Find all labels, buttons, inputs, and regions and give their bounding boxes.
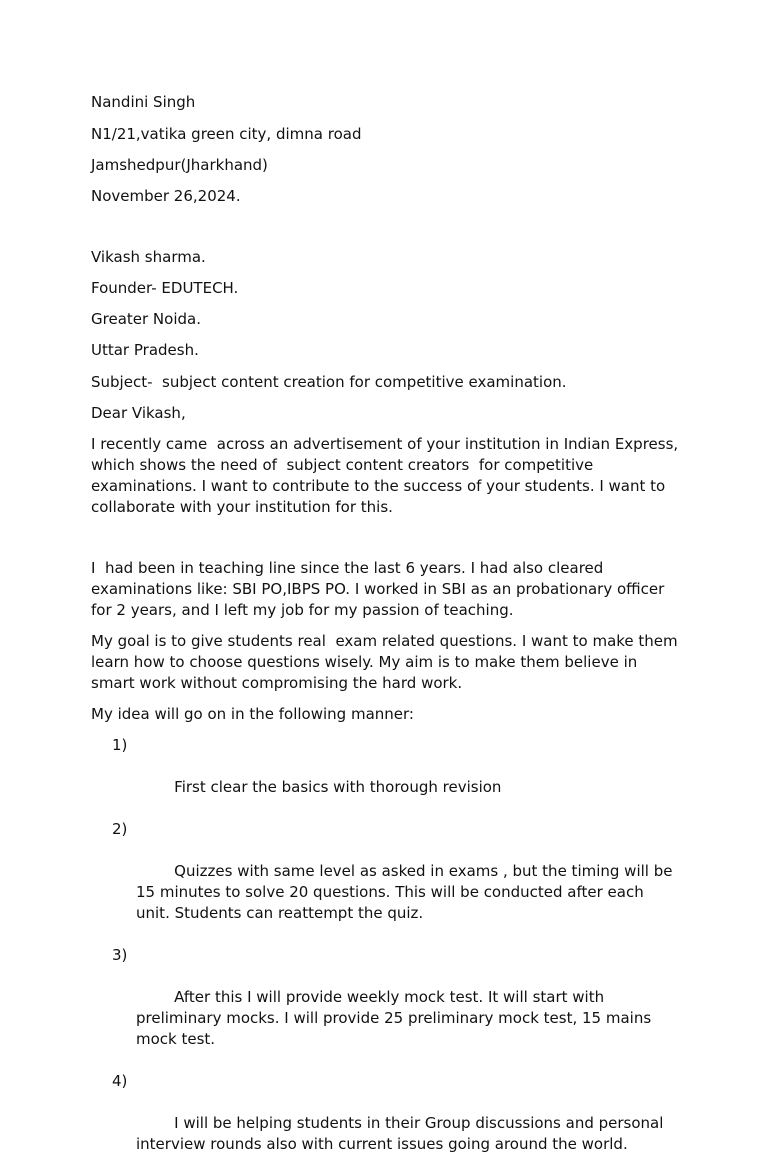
letter-body xyxy=(91,92,681,1176)
recipient-name: Vikash sharma. xyxy=(91,248,206,266)
list-item-number: 1) xyxy=(112,736,128,754)
list-item-text: Quizzes with same level as asked in exams , but the timing will be 15 minutes to solve 20 questions. This will be conducted after each unit. Students can reattempt the quiz. xyxy=(136,862,678,922)
list-item xyxy=(91,735,681,819)
list-item xyxy=(91,1071,681,1176)
sender-name: Nandini Singh xyxy=(91,93,196,111)
recipient-title: Founder- EDUTECH. xyxy=(91,279,239,297)
salutation: Dear Vikash, xyxy=(91,404,186,422)
list-item xyxy=(91,819,681,945)
sender-city: Jamshedpur(Jharkhand) xyxy=(91,156,268,174)
sender-address: N1/21,vatika green city, dimna road xyxy=(91,125,362,143)
list-item xyxy=(91,945,681,1071)
list-item-text: I will be helping students in their Group discussions and personal interview rounds also with current issues going around the world. xyxy=(136,1114,669,1153)
list-item-text: After this I will provide weekly mock test. It will start with preliminary mocks. I will provide 25 preliminary mock test, 15 mains mock test. xyxy=(136,988,656,1048)
idea-list xyxy=(91,735,681,1176)
list-item-text: First clear the basics with thorough revision xyxy=(174,778,502,796)
intro-paragraph: I recently came across an advertisement of your institution in Indian Express, which shows the need of subject content creators for competitive examinations. I want to contribute to the success of your students. I want to collaborate with your institution for this. xyxy=(91,435,683,516)
idea-intro: My idea will go on in the following manner: xyxy=(91,705,414,723)
recipient-state: Uttar Pradesh. xyxy=(91,341,199,359)
recipient-city: Greater Noida. xyxy=(91,310,201,328)
goal-paragraph: My goal is to give students real exam related questions. I want to make them learn how to choose questions wisely. My aim is to make them believe in smart work without compromising the hard work. xyxy=(91,632,683,692)
subject-line: Subject- subject content creation for competitive examination. xyxy=(91,373,567,391)
experience-paragraph: I had been in teaching line since the last 6 years. I had also cleared examinations like: SBI PO,IBPS PO. I worked in SBI as an probationary officer for 2 years, and I left my job for my passion of teaching. xyxy=(91,559,670,619)
list-item-number: 2) xyxy=(112,820,128,838)
list-item-number: 3) xyxy=(112,946,128,964)
letter-date: November 26,2024. xyxy=(91,187,241,205)
list-item-number: 4) xyxy=(112,1072,128,1090)
